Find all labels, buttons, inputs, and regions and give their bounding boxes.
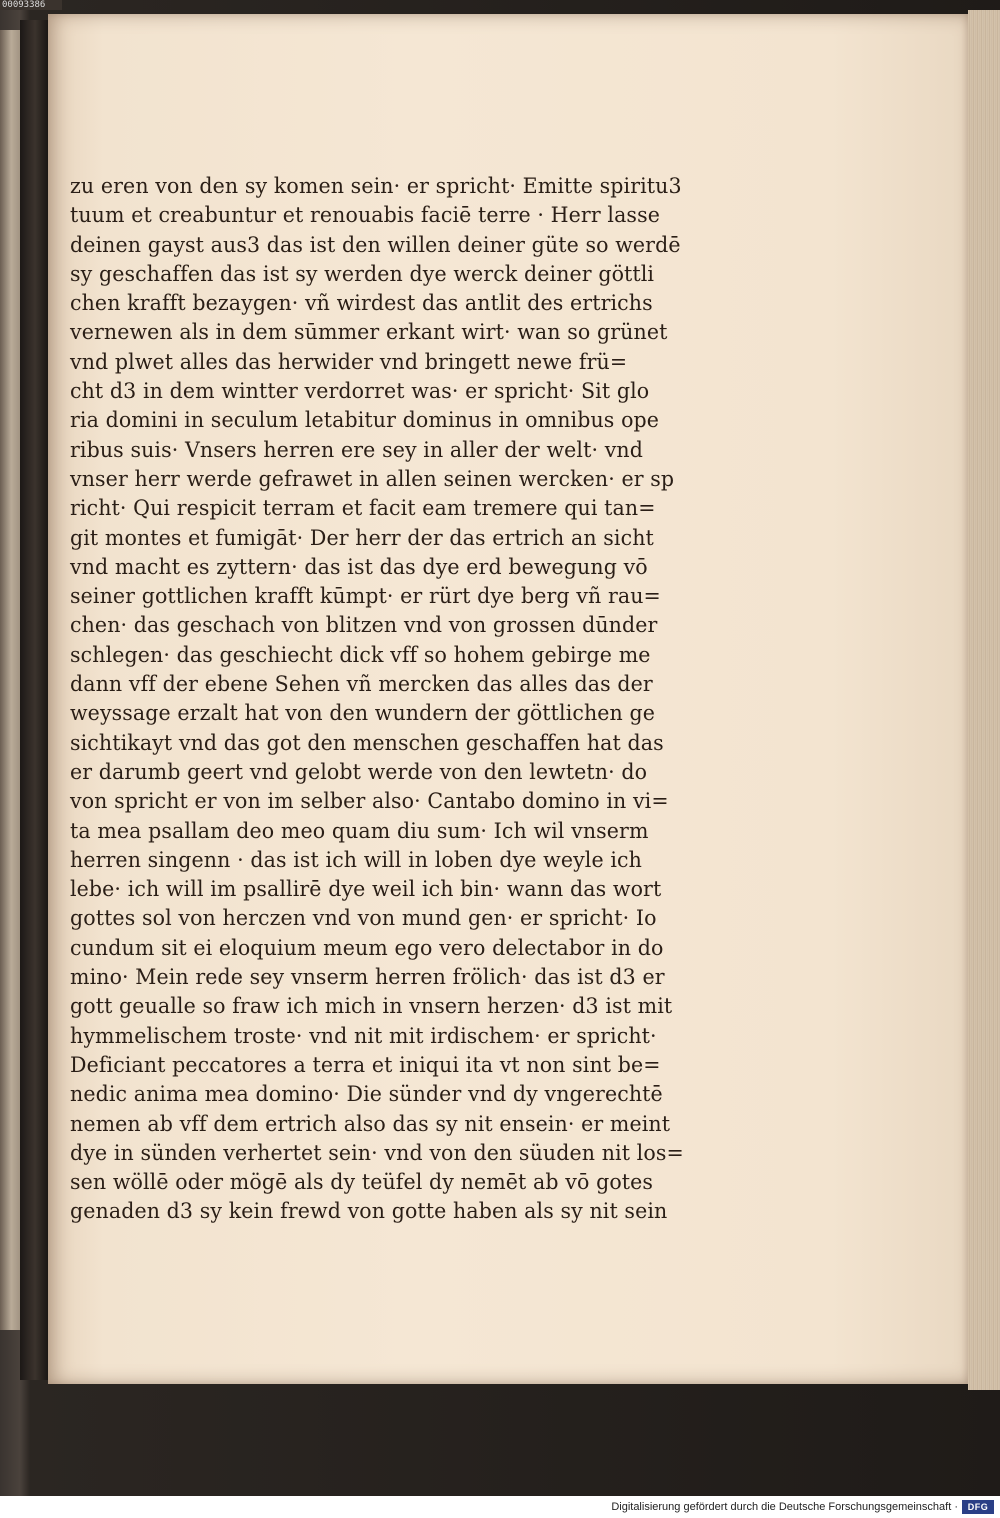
text-line: sichtikayt vnd das got den menschen geschaffen hat das [70,730,664,755]
text-line: Deficiant peccatores a terra et iniqui ita vt non sint be= [70,1052,661,1077]
dfg-logo: DFG [962,1500,994,1514]
text-line: vnd plwet alles das herwider vnd bringett newe frü= [70,349,628,374]
text-line: cht d3 in dem wintter verdorret was· er spricht· Sit glo [70,379,650,404]
text-line: hymmelischem troste· vnd nit mit irdischem· er spricht· [70,1023,657,1048]
text-line: genaden d3 sy kein frewd von gotte haben als sy nit sein [70,1199,668,1224]
text-line: weyssage erzalt hat von den wundern der göttlichen ge [70,701,656,726]
text-line: gottes sol von herczen vnd von mund gen· er spricht· Io [70,906,657,931]
text-line: dye in sünden verhertet sein· vnd von den süuden nit los= [70,1140,684,1165]
text-line: seiner gottlichen krafft kūmpt· er rürt dye berg vñ rau= [70,584,661,609]
page-edges [968,10,1000,1390]
text-line: chen krafft bezaygen· vñ wirdest das antlit des ertrichs [70,291,653,316]
text-line: vernewen als in dem sūmmer erkant wirt· wan so grünet [70,320,668,345]
text-line: deinen gayst aus3 das ist den willen deiner güte so werdē [70,232,681,257]
scan-label: 00093386 [0,0,62,10]
text-line: sy geschaffen das ist sy werden dye werck deiner göttli [70,261,655,286]
text-line: herren singenn · das ist ich will in loben dye weyle ich [70,847,642,872]
page-text [70,172,720,1227]
text-line: chen· das geschach von blitzen vnd von grossen dūnder [70,613,658,638]
text-line: ria domini in seculum letabitur dominus in omnibus ope [70,408,660,433]
text-line: gott geualle so fraw ich mich in vnsern herzen· d3 ist mit [70,994,673,1019]
text-line: von spricht er von im selber also· Cantabo domino in vi= [70,789,669,814]
digitization-footer [0,1496,1000,1518]
text-line: schlegen· das geschiecht dick vff so hohem gebirge me [70,642,651,667]
text-line: sen wöllē oder mögē als dy teüfel dy nemēt ab vō gotes [70,1170,654,1195]
text-line: cundum sit ei eloquium meum ego vero delectabor in do [70,935,664,960]
text-line: tuum et creabuntur et renouabis faciē terre · Herr lasse [70,203,660,228]
text-line: mino· Mein rede sey vnserm herren frölich· das ist d3 er [70,965,665,990]
book-binding [20,20,50,1380]
funding-credit: Digitalisierung gefördert durch die Deutsche Forschungsgemeinschaft · [611,1501,958,1513]
text-line: ta mea psallam deo meo quam diu sum· Ich wil vnserm [70,818,649,843]
text-line: er darumb geert vnd gelobt werde von den lewtetn· do [70,759,648,784]
text-line: lebe· ich will im psallirē dye weil ich bin· wann das wort [70,877,662,902]
text-line: zu eren von den sy komen sein· er spricht· Emitte spiritu3 [70,174,682,198]
text-line: nedic anima mea domino· Die sünder vnd dy vngerechtē [70,1082,663,1107]
text-line: nemen ab vff dem ertrich also das sy nit ensein· er meint [70,1111,671,1136]
text-line: vnd macht es zyttern· das ist das dye erd bewegung vō [70,554,648,579]
text-line: vnser herr werde gefrawet in allen seinen wercken· er sp [70,466,675,491]
text-line: dann vff der ebene Sehen vñ mercken das alles das der [70,672,653,697]
text-line: richt· Qui respicit terram et facit eam tremere qui tan= [70,496,656,521]
text-line: git montes et fumigāt· Der herr der das ertrich an sicht [70,525,654,550]
text-line: ribus suis· Vnsers herren ere sey in aller der welt· vnd [70,437,644,462]
